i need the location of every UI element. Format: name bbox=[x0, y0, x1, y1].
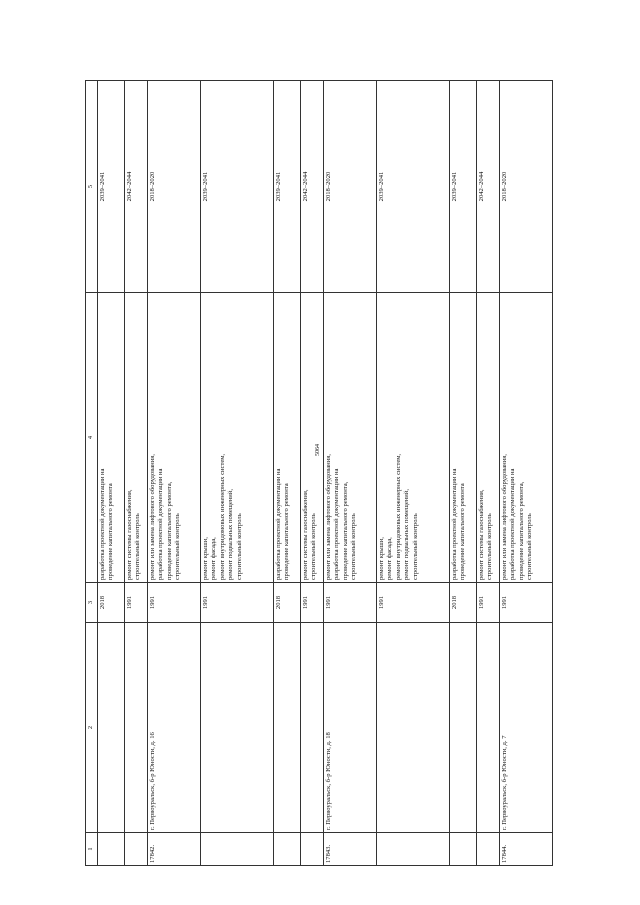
row-address bbox=[200, 623, 273, 833]
row-address: г. Первоуральск, б-р Юности, д. 7 bbox=[499, 623, 552, 833]
row-period: 2039–2041 bbox=[273, 81, 300, 293]
row-period: 2039–2041 bbox=[376, 81, 449, 293]
header-col-1: 1 bbox=[86, 833, 98, 866]
row-work: ремонт или замена лифтового оборудования, разработка проектной документации на проведение капитального ремонта, строительный контроль bbox=[323, 293, 376, 583]
row-year: 1991 bbox=[476, 583, 499, 623]
table-row bbox=[499, 81, 552, 866]
row-address bbox=[97, 623, 124, 833]
table-row bbox=[200, 81, 273, 866]
table-row bbox=[323, 81, 376, 866]
table-row bbox=[147, 81, 200, 866]
row-number bbox=[376, 833, 449, 866]
row-period: 2039–2041 bbox=[200, 81, 273, 293]
row-work: разработка проектной документации на проведение капитального ремонта bbox=[97, 293, 124, 583]
row-work: ремонт системы газоснабжения, строительный контроль bbox=[124, 293, 147, 583]
row-number: 17842. bbox=[147, 833, 200, 866]
table-row bbox=[97, 81, 124, 866]
repair-schedule-table bbox=[85, 80, 553, 866]
row-work: ремонт системы газоснабжения, строительный контроль bbox=[300, 293, 323, 583]
table-row bbox=[300, 81, 323, 866]
row-address bbox=[476, 623, 499, 833]
row-work: ремонт или замена лифтового оборудования, разработка проектной документации на проведение капитального ремонта, строительный контроль bbox=[147, 293, 200, 583]
row-period: 2018–2020 bbox=[499, 81, 552, 293]
header-col-3: 3 bbox=[86, 583, 98, 623]
row-year: 1991 bbox=[376, 583, 449, 623]
page-number: 5064 bbox=[315, 444, 321, 456]
row-period: 2042–2044 bbox=[476, 81, 499, 293]
row-period: 2039–2041 bbox=[449, 81, 476, 293]
row-number bbox=[449, 833, 476, 866]
row-work: разработка проектной документации на проведение капитального ремонта bbox=[449, 293, 476, 583]
row-number bbox=[200, 833, 273, 866]
row-period: 2018–2020 bbox=[147, 81, 200, 293]
row-work: ремонт или замена лифтового оборудования, разработка проектной документации на проведение капитального ремонта, строительный контроль bbox=[499, 293, 552, 583]
row-year: 1991 bbox=[124, 583, 147, 623]
row-work: ремонт крыши, ремонт фасада, ремонт внутридомовых инженерных систем, ремонт подвальных помещений, строительный контроль bbox=[200, 293, 273, 583]
row-year: 1991 bbox=[323, 583, 376, 623]
table-row bbox=[449, 81, 476, 866]
row-work: ремонт системы газоснабжения, строительный контроль bbox=[476, 293, 499, 583]
header-col-2: 2 bbox=[86, 623, 98, 833]
row-work: разработка проектной документации на проведение капитального ремонта bbox=[273, 293, 300, 583]
row-period: 2042–2044 bbox=[124, 81, 147, 293]
row-year: 1991 bbox=[300, 583, 323, 623]
row-number bbox=[273, 833, 300, 866]
row-year: 1991 bbox=[200, 583, 273, 623]
row-number bbox=[476, 833, 499, 866]
table-row bbox=[476, 81, 499, 866]
row-address bbox=[273, 623, 300, 833]
header-col-4: 4 bbox=[86, 293, 98, 583]
row-number bbox=[300, 833, 323, 866]
rotated-table-wrapper bbox=[85, 81, 545, 866]
row-number: 17844. bbox=[499, 833, 552, 866]
row-period: 2042–2044 bbox=[300, 81, 323, 293]
header-col-5: 5 bbox=[86, 81, 98, 293]
table-row bbox=[273, 81, 300, 866]
row-number: 17843. bbox=[323, 833, 376, 866]
row-number bbox=[97, 833, 124, 866]
row-year: 1991 bbox=[147, 583, 200, 623]
row-address bbox=[300, 623, 323, 833]
row-year: 2018 bbox=[273, 583, 300, 623]
row-address: г. Первоуральск, б-р Юности, д. 16 bbox=[147, 623, 200, 833]
row-address: г. Первоуральск, б-р Юности, д. 18 bbox=[323, 623, 376, 833]
row-period: 2039–2041 bbox=[97, 81, 124, 293]
row-year: 2018 bbox=[449, 583, 476, 623]
table-row bbox=[124, 81, 147, 866]
row-address bbox=[449, 623, 476, 833]
table-row bbox=[376, 81, 449, 866]
row-year: 1991 bbox=[499, 583, 552, 623]
header-row bbox=[86, 81, 98, 866]
row-address bbox=[376, 623, 449, 833]
row-year: 2018 bbox=[97, 583, 124, 623]
row-address bbox=[124, 623, 147, 833]
row-work: ремонт крыши, ремонт фасада, ремонт внутридомовых инженерных систем, ремонт подвальных помещений, строительный контроль bbox=[376, 293, 449, 583]
row-number bbox=[124, 833, 147, 866]
row-period: 2018–2020 bbox=[323, 81, 376, 293]
